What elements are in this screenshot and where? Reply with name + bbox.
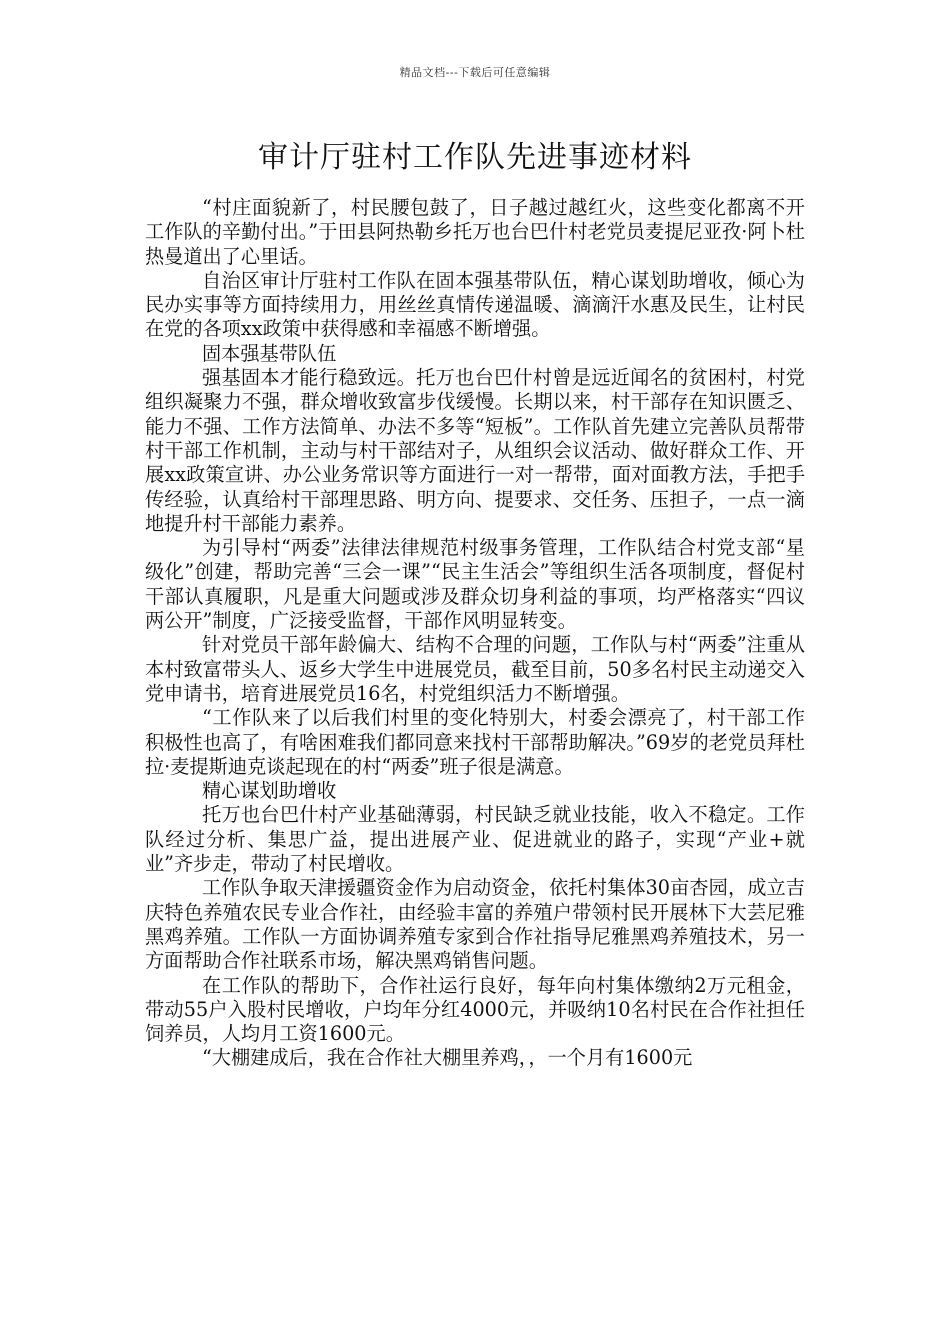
paragraph: “工作队来了以后我们村里的变化特别大，村委会漂亮了，村干部工作积极性也高了，有啥困难我们都同意来找村干部帮助解决。”69岁的老党员拜杜拉·麦提斯迪克谈起现在的村“两委”班子很是满意。 bbox=[145, 706, 805, 778]
paragraph: 针对党员干部年龄偏大、结构不合理的问题，工作队与村“两委”注重从本村致富带头人、返乡大学生中进展党员，截至目前，50多名村民主动递交入党申请书，培育进展党员16名，村党组织活力不断增强。 bbox=[145, 633, 805, 705]
paragraph: “大棚建成后，我在合作社大棚里养鸡，，一个月有1600元 bbox=[202, 1046, 693, 1070]
header-note: 精品文档---下载后可任意编辑 bbox=[399, 66, 551, 79]
document-title: 审计厅驻村工作队先进事迹材料 bbox=[258, 140, 692, 175]
section-heading: 精心谋划助增收 bbox=[202, 779, 337, 803]
paragraph: 工作队争取天津援疆资金作为启动资金，依托村集体30亩杏园，成立吉庆特色养殖农民专业合作社，由经验丰富的养殖户带领村民开展林下大芸尼雅黑鸡养殖。工作队一方面协调养殖专家到合作社指导尼雅黑鸡养殖技术，另一方面帮助合作社联系市场，解决黑鸡销售问题。 bbox=[145, 876, 805, 973]
paragraph: 托万也台巴什村产业基础薄弱，村民缺乏就业技能，收入不稳定。工作队经过分析、集思广益，提出进展产业、促进就业的路子，实现“产业+就业”齐步走，带动了村民增收。 bbox=[145, 803, 805, 876]
paragraph: 为引导村“两委”法律法律规范村级事务管理，工作队结合村党支部“星级化”创建，帮助完善“三会一课”“民主生活会”等组织生活各项制度，督促村干部认真履职，凡是重大问题或涉及群众切身利益的事项，均严格落实“四议两公开”制度，广泛接受监督，干部作风明显转变。 bbox=[145, 536, 805, 633]
paragraph: “村庄面貌新了，村民腰包鼓了，日子越过越红火，这些变化都离不开工作队的辛勤付出。”于田县阿热勒乡托万也台巴什村老党员麦提尼亚孜·阿卜杜热曼道出了心里话。 bbox=[145, 196, 805, 268]
document-body bbox=[145, 196, 805, 1071]
paragraph: 强基固本才能行稳致远。托万也台巴什村曾是远近闻名的贫困村，村党组织凝聚力不强，群众增收致富步伐缓慢。长期以来，村干部存在知识匮乏、能力不强、工作方法简单、办法不多等“短板”。工作队首先建立完善队员帮带村干部工作机制，主动与村干部结对子，从组织会议活动、做好群众工作、开展xx政策宣讲、办公业务常识等方面进行一对一帮带，面对面教方法，手把手传经验，认真给村干部理思路、明方向、提要求、交任务、压担子，一点一滴地提升村干部能力素养。 bbox=[145, 366, 805, 535]
section-heading: 固本强基带队伍 bbox=[202, 341, 337, 365]
paragraph: 在工作队的帮助下，合作社运行良好，每年向村集体缴纳2万元租金，带动55户入股村民增收，户均年分红4000元，并吸纳10名村民在合作社担任饲养员，人均月工资1600元。 bbox=[145, 973, 805, 1046]
paragraph: 自治区审计厅驻村工作队在固本强基带队伍，精心谋划助增收，倾心为民办实事等方面持续用力，用丝丝真情传递温暖、滴滴汗水惠及民生，让村民在党的各项xx政策中获得感和幸福感不断增强。 bbox=[145, 268, 805, 341]
